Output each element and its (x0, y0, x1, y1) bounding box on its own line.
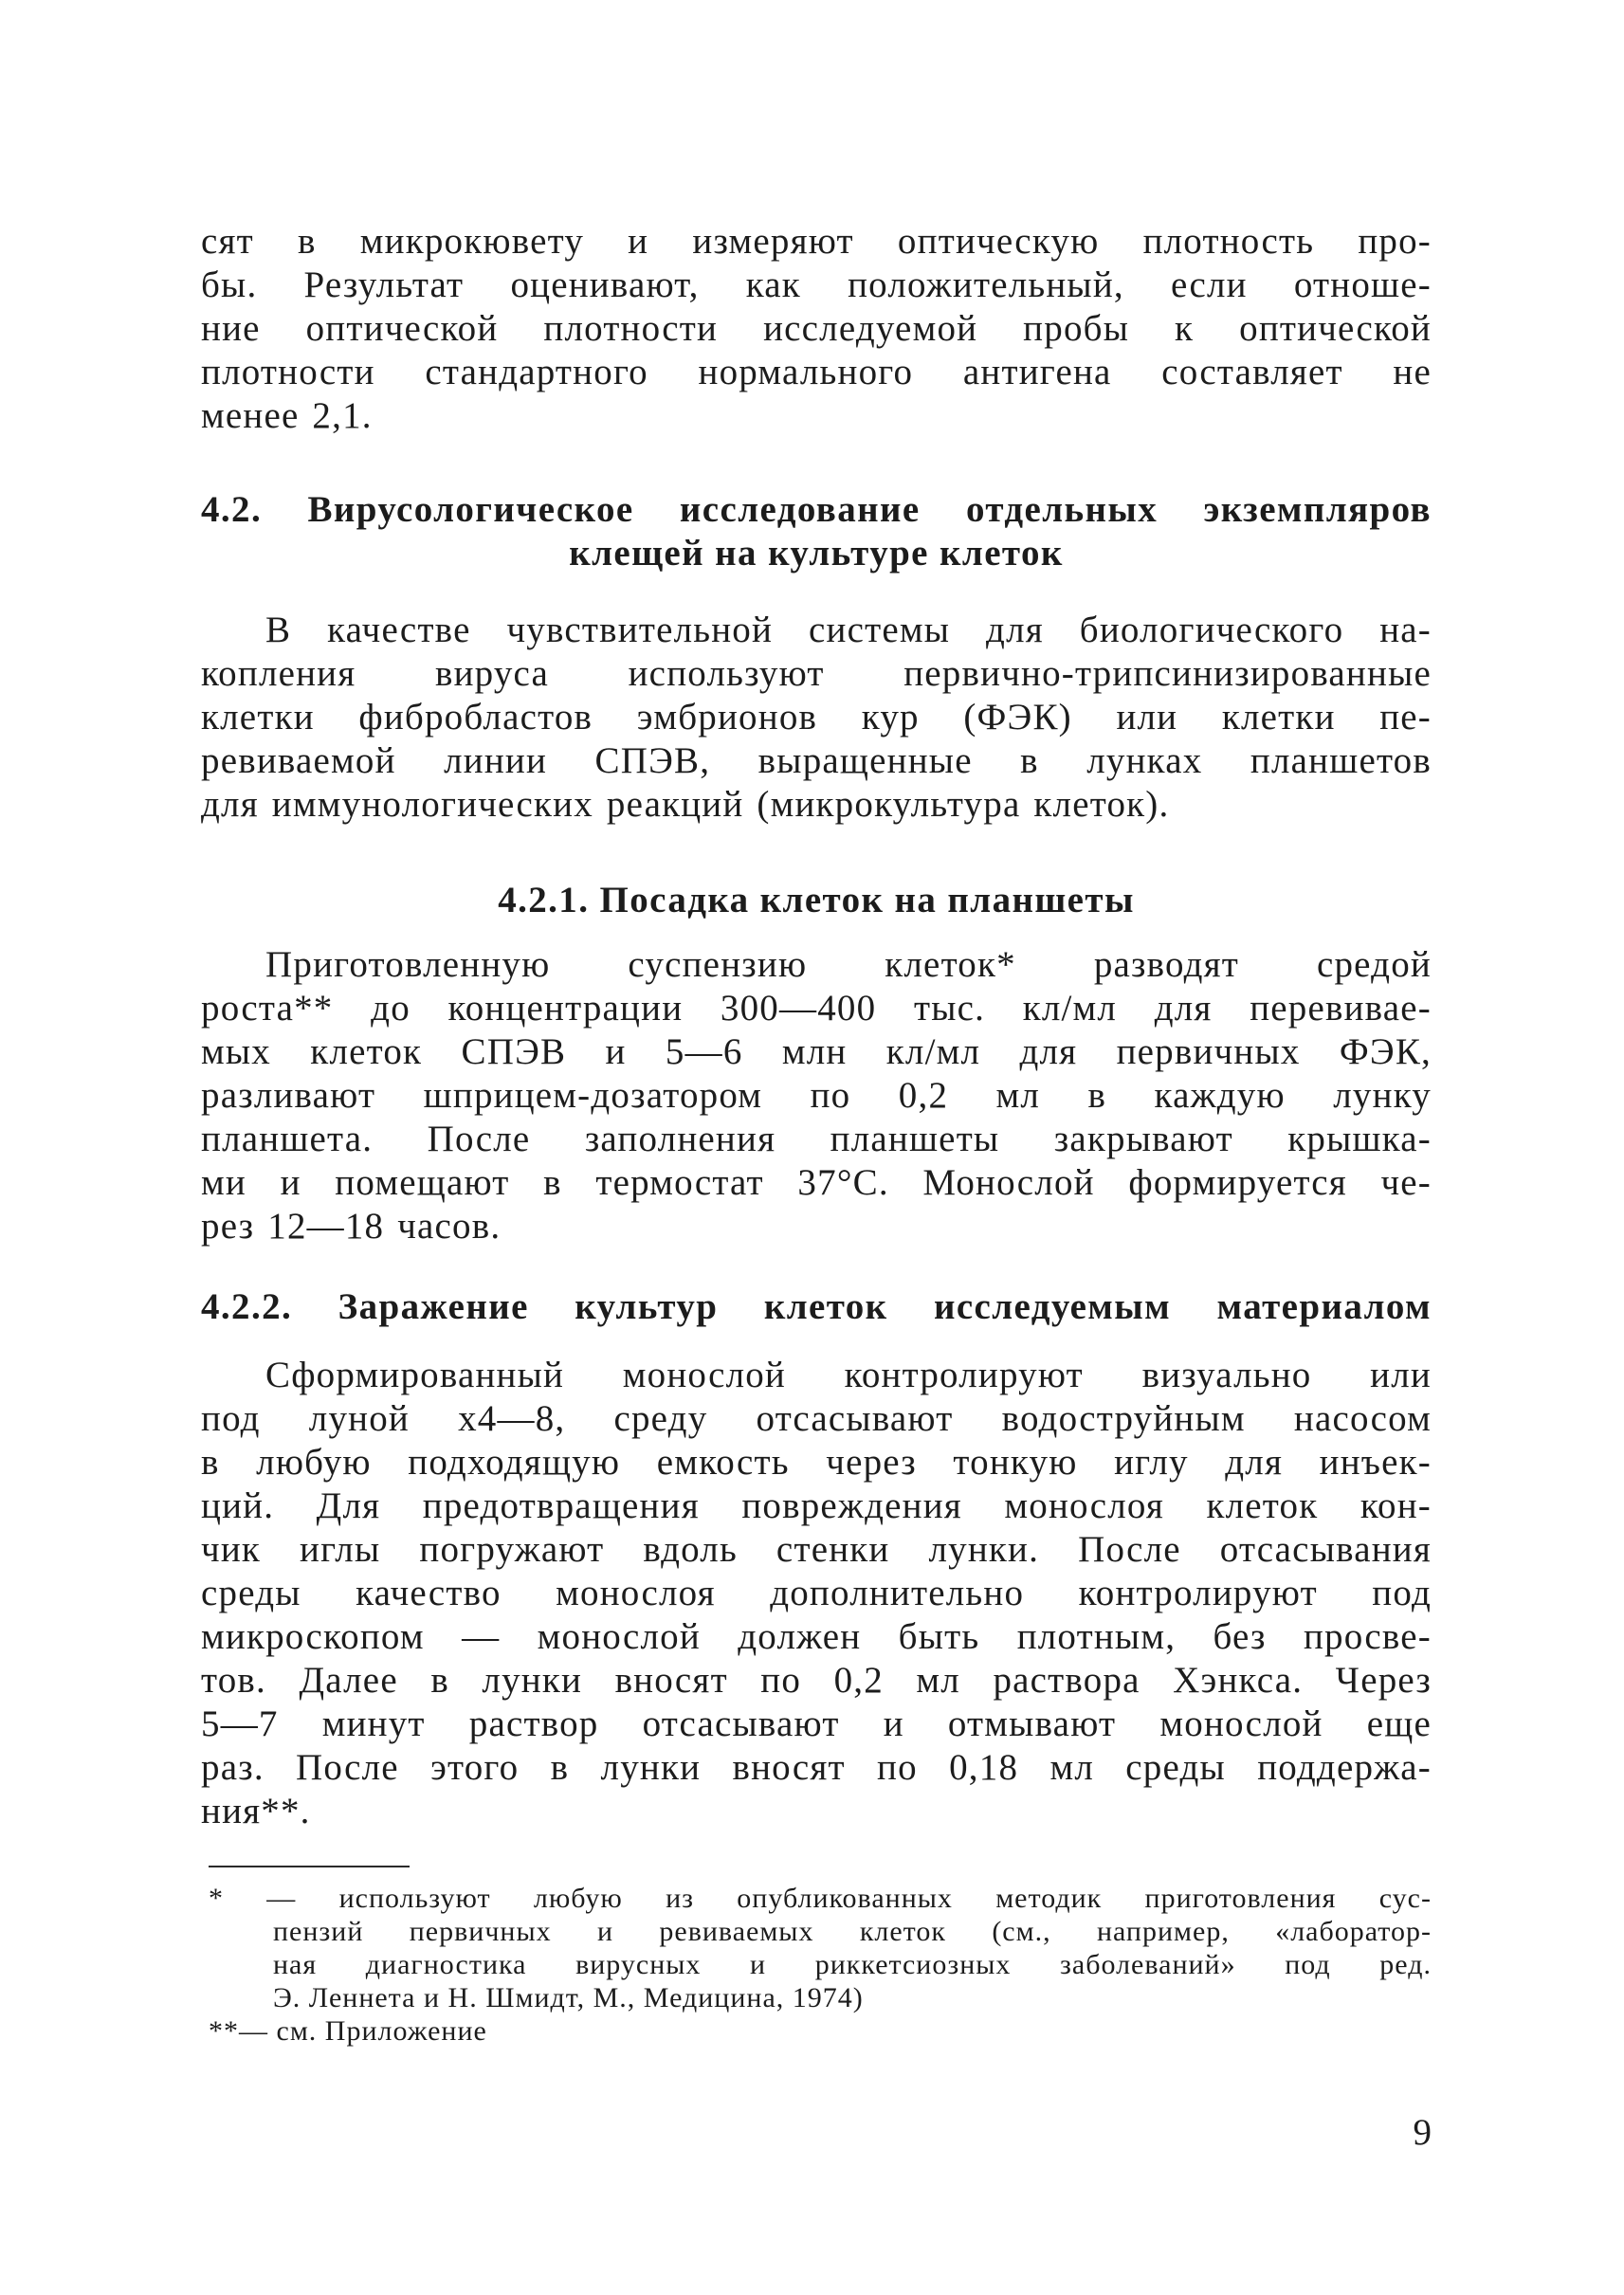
section-4-2-1-paragraph (201, 943, 1432, 1248)
section-4-2-2-paragraph (201, 1354, 1432, 1833)
section-4-2-paragraph (201, 609, 1432, 827)
heading-line: 4.2.2. Заражение культур клеток исследуемым материалом (201, 1286, 1432, 1327)
text-line: планшета. После заполнения планшеты закрывают крышка- (201, 1119, 1432, 1159)
page-number: 9 (1413, 2112, 1432, 2153)
section-4-2-heading (201, 488, 1432, 575)
text-line: среды качество монослоя дополнительно контролируют под (201, 1573, 1432, 1613)
section-4-2-1-heading (201, 879, 1432, 922)
section-4-2-2-heading (201, 1285, 1432, 1329)
text-line: плотности стандартного нормального антигена составляет не (201, 352, 1432, 392)
footnote-line: **— см. Приложение (209, 2015, 487, 2047)
text-line: чик иглы погружают вдоль стенки лунки. После отсасывания (201, 1529, 1432, 1570)
footnote-line: * — используют любую из опубликованных методик приготовления сус- (209, 1883, 1432, 1914)
heading-line: клещей на культуре клеток (569, 533, 1064, 574)
heading-line: 4.2.1. Посадка клеток на планшеты (498, 880, 1135, 920)
text-line: микроскопом — монослой должен быть плотным, без просве- (201, 1616, 1432, 1657)
text-line: сят в микрокювету и измеряют оптическую плотность про- (201, 221, 1432, 262)
text-line: ревиваемой линии СПЭВ, выращенные в лунках планшетов (201, 740, 1432, 781)
text-line: клетки фибробластов эмбрионов кур (ФЭК) или клетки пе- (201, 697, 1432, 738)
text-line: менее 2,1. (201, 395, 373, 436)
text-line: 5—7 минут раствор отсасывают и отмывают монослой еще (201, 1703, 1432, 1744)
footnotes (209, 1882, 1432, 2048)
footnote-divider (209, 1866, 410, 1867)
text-line: роста** до концентрации 300—400 тыс. кл/мл для перевивае- (201, 988, 1432, 1029)
text-line: ми и помещают в термостат 37°С. Монослой формируется че- (201, 1162, 1432, 1203)
text-line: копления вируса используют первично-трипсинизированные (201, 653, 1432, 694)
text-line: разливают шприцем-дозатором по 0,2 мл в каждую лунку (201, 1075, 1432, 1116)
text-line: под луной x4—8, среду отсасывают водоструйным насосом (201, 1398, 1432, 1439)
text-line: в любую подходящую емкость через тонкую иглу для инъек- (201, 1442, 1432, 1483)
text-line: мых клеток СПЭВ и 5—6 млн кл/мл для первичных ФЭК, (201, 1031, 1432, 1072)
text-line: Сформированный монослой контролируют визуально или (265, 1355, 1432, 1395)
heading-line: 4.2. Вирусологическое исследование отдельных экземпляров (201, 489, 1432, 530)
text-line: тов. Далее в лунки вносят по 0,2 мл раствора Хэнкса. Через (201, 1660, 1432, 1701)
intro-paragraph (201, 220, 1432, 438)
text-line: ций. Для предотвращения повреждения монослоя клеток кон- (201, 1485, 1432, 1526)
footnote-line: Э. Леннета и Н. Шмидт, М., Медицина, 1974) (273, 1982, 864, 2013)
text-line: для иммунологических реакций (микрокультура клеток). (201, 784, 1170, 825)
text-line: В качестве чувствительной системы для биологического на- (265, 610, 1432, 650)
footnote-line: ная диагностика вирусных и риккетсиозных заболеваний» под ред. (273, 1949, 1432, 1980)
text-line: раз. После этого в лунки вносят по 0,18 мл среды поддержа- (201, 1747, 1432, 1788)
text-line: бы. Результат оценивают, как положительный, если отноше- (201, 264, 1432, 305)
text-line: ние оптической плотности исследуемой пробы к оптической (201, 308, 1432, 349)
footnote-line: пензий первичных и ревиваемых клеток (см., например, «лаборатор- (273, 1916, 1432, 1947)
text-line: рез 12—18 часов. (201, 1206, 502, 1247)
text-line: ния**. (201, 1791, 311, 1831)
text-line: Приготовленную суспензию клеток* разводят средой (265, 944, 1432, 985)
